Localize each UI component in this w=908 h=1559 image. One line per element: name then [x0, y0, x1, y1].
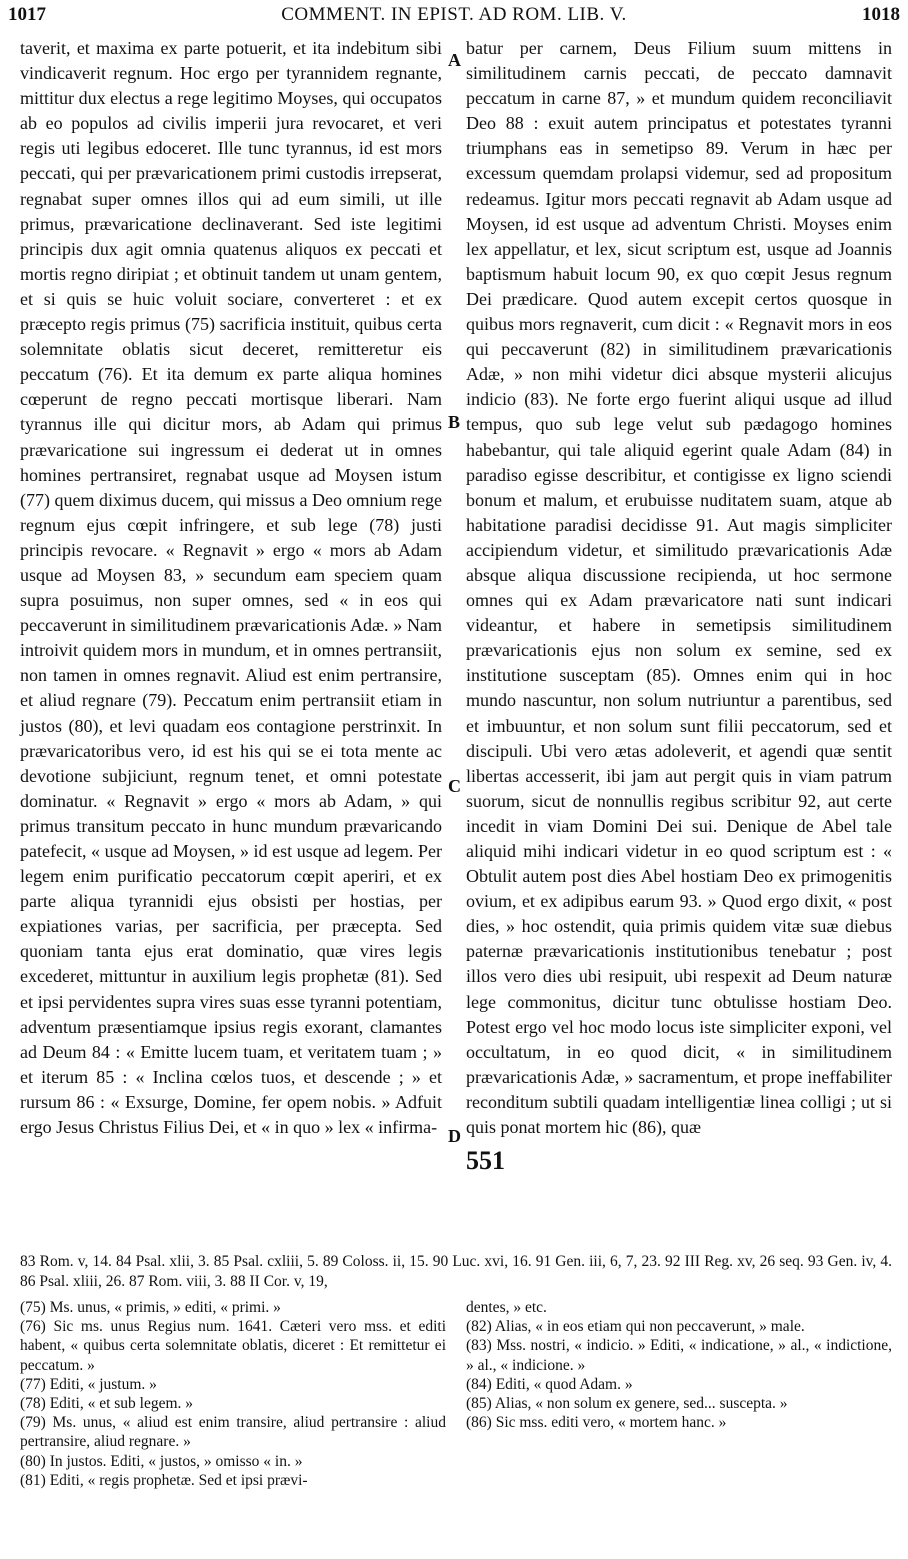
scripture-references — [20, 1252, 892, 1292]
margin-marker-b: B — [448, 412, 461, 432]
note: (82) Alias, « in eos etiam qui non peccaverunt, » male. — [466, 1318, 805, 1336]
note: (76) Sic ms. unus Regius num. 1641. Cæteri vero mss. et editi habent, « quibus certa solemnitate oblatis, diceret : Et remittetur ei peccatum. » — [20, 1318, 446, 1374]
note: (83) Mss. nostri, « indicio. » Editi, « indicatione, » al., « indictione, » al., « indicione. » — [466, 1337, 892, 1374]
note: (78) Editi, « et sub legem. » — [20, 1395, 194, 1413]
note: (84) Editi, « quod Adam. » — [466, 1375, 633, 1393]
note: (79) Ms. unus, « aliud est enim transire, aliud pertransire : aliud pertransire, aliud regnare. » — [20, 1414, 446, 1451]
note: (81) Editi, « regis prophetæ. Sed et ipsi prævi- — [20, 1471, 308, 1489]
notes-right — [466, 1298, 892, 1432]
page-header — [6, 4, 902, 32]
column-number: 551 — [466, 1146, 505, 1175]
body-column-left: taverit, et maxima ex parte potuerit, et ita indebitum sibi vindicaverit regnum. Hoc ergo per tyrannidem regnante, mittitur dux electus a rege legitimo Moyses, qui occupatos ab eo populos ad civilis imperii jura revocaret, et veri regis uti legibus edoceret. Ille tunc tyrannus, id est mors peccati, qui per prævaricationem primi custodis irrepserat, regnabat super omnes illos qui ad eum simili, ut ille primus, prævaricatione declinaverant. Sed iste legitimi principis dux agit omnia quatenus aliquos ex peccati et mortis regno diripiat ; et obtinuit tandem ut unam gentem, et si quis se huic voluit sociare, converteret : et ex præcepto regis primus (75) sacrificia instituit, quibus certa solemnitate oblatis sicut deceret, remitteretur eis peccatum (76). Et ita demum ex parte aliqua homines cœperunt de regno peccati mortisque liberari. Nam tyrannus ille qui dicitur mors, ab Adam qui primus prævaricatione sui ingressum ei dederat ut in omnes homines pertransiret, regnabat usque ad Moysen istum (77) quem diximus ducem, qui missus a Deo omnium rege regnum ejus cœpit infringere, et sub lege (78) justi principis revocare. « Regnavit » ergo « mors ab Adam usque ad Moysen 83, » secundum eam speciem quam supra posuimus, non super omnes, sed « in eos qui peccaverunt in similitudinem prævaricationis Adæ. » Nam introivit quidem mors in mundum, et in omnes pertransiit, non tamen in omnes regnavit. Aliud est enim pertransire, et aliud regnare (79). Peccatum enim pertransiit etiam in justos (80), et levi quadam eos contagione perstrinxit. In prævaricatoribus vero, id est his qui se ei tota mente ac devotione subjiciunt, regnum tenet, et omni potestate dominatur. « Regnavit » ergo « mors ab Adam, » qui primus transitum peccato in hunc mundum prævaricando patefecit, « usque ad Moysen, » id est usque ad legem. Per legem enim purificatio peccatorum cœpit aperiri, et ex parte aliqua tyrannidi ejus obsisti per hostias, per expiationes varias, per sacrificia, per præcepta. Sed quoniam tanta ejus erat dominatio, quæ vires legis excederet, mittuntur in auxilium legis prophetæ (81). Sed et ipsi pervidentes supra vires suas esse tyranni potentiam, adventum præsentiamque ipsius regis exorant, clamantes ad Deum 84 : « Emitte lucem tuam, et veritatem tuam ; » et iterum 85 : « Inclina cœlos tuos, et descende ; » et rursum 86 : « Exsurge, Domine, fer opem nobis. » Adfuit ergo Jesus Christus Filius Dei, et « in quo » lex « infirma- — [20, 38, 442, 1138]
running-title: COMMENT. IN EPIST. AD ROM. LIB. V. — [281, 4, 627, 25]
notes-left — [20, 1298, 446, 1490]
margin-marker-d: D — [448, 1126, 461, 1146]
note: dentes, » etc. — [466, 1299, 547, 1316]
note: (86) Sic mss. editi vero, « mortem hanc. » — [466, 1414, 727, 1432]
margin-marker-a: A — [448, 50, 461, 70]
scripture-reference-line: 83 Rom. v, 14. 84 Psal. xlii, 3. 85 Psal. cxliii, 5. 89 Coloss. ii, 15. 90 Luc. xvi, 16. 91 Gen. iii, 6, 7, 23. 92 III Reg. xv, 26 seq. 93 Gen. iv, 4. 86 Psal. xliii, 26. 87 Rom. viii, 3. 88 II Cor. v, 19, — [20, 1253, 892, 1290]
note: (80) In justos. Editi, « justos, » omisso « in. » — [20, 1452, 303, 1470]
page-number-right: 1018 — [862, 4, 900, 25]
page-number-left: 1017 — [8, 4, 46, 25]
margin-marker-c: C — [448, 776, 461, 796]
note: (75) Ms. unus, « primis, » editi, « primi. » — [20, 1299, 281, 1316]
note: (85) Alias, « non solum ex genere, sed... susceptа. » — [466, 1395, 788, 1413]
body-column-right: batur per carnem, Deus Filium suum mittens in similitudinem carnis peccati, de peccato damnavit peccatum in carne 87, » et mundum quidem reconciliavit Deo 88 : exuit autem principatus et potestates tyranni triumphans eas in semetipso 89. Verum in hæc per excessum quemdam prolapsi videmur, sed ad propositum redeamus. Igitur mors peccati regnavit ab Adam usque ad Moysen, id est usque ad adventum Christi. Moyses enim lex appellatur, et lex, sicut scriptum est, usque ad Joannis baptismum habuit locum 90, ex quo cœpit Jesus regnum Dei prædicare. Quod autem excepit certos quosque in quibus mors regnaverit, cum dicit : « Regnavit mors in eos qui peccaverunt (82) in similitudinem prævaricationis Adæ, » non mihi videtur dici absque mysterii alicujus indicio (83). Ne forte ergo fuerint aliqui usque ad illud tempus, quo sub lege velut sub pædagogo homines habebantur, qui tale aliquid egerint quale Adam (84) in paradiso egisse describitur, et contigisse ex ligno sciendi bonum et malum, et erubuisse nuditatem suam, atque ab habitatione paradisi decidisse 91. Aut magis simpliciter accipiendum videtur, et similitudo prævaricationis Adæ absque aliqua discussione recipienda, ut hoc sermone omnes qui ex Adam prævaricatore nati sunt indicari videantur, et habere in semetipsis similitudinem prævaricationis ejus non solum ex semine, sed ex institutione susceptam (85). Omnes enim qui in hoc mundo nascuntur, non solum nutriuntur a parentibus, sed et imbuuntur, et non solum sunt filii peccatorum, sed et discipuli. Ubi vero ætas adoleverit, et agendi quæ sentit libertas accesserit, ibi jam aut pergit quis in viam patrum suorum, sicut de nonnullis regibus scribitur 92, aut certe incedit in viam Domini Dei sui. Denique de Abel tale aliquid mihi indicari videtur in eo quod scriptum est : « Obtulit autem post dies Abel hostiam Deo ex primogenitis ovium, et ex adipibus earum 93. » Quod ergo dixit, « post dies, » hoc ostendit, quia primis quidem vitæ suæ diebus paternæ prævaricationis institutionibus tenebatur ; post illos vero dies ubi resipuit, ubi respexit ad Deum naturæ lege commonitus, dicitur tunc obtulisse hostiam Deo. Potest ergo vel hoc modo locus iste simpliciter exponi, vel occultatum, in eo quod dicit, « in similitudinem prævaricationis Adæ, » sacramentum, et prope ineffabiliter reconditum subtili quadam intelligentiæ linea colligi ; ut si quis ponat mortem hic (86), quæ — [466, 38, 892, 1138]
note: (77) Editi, « justum. » — [20, 1375, 157, 1393]
